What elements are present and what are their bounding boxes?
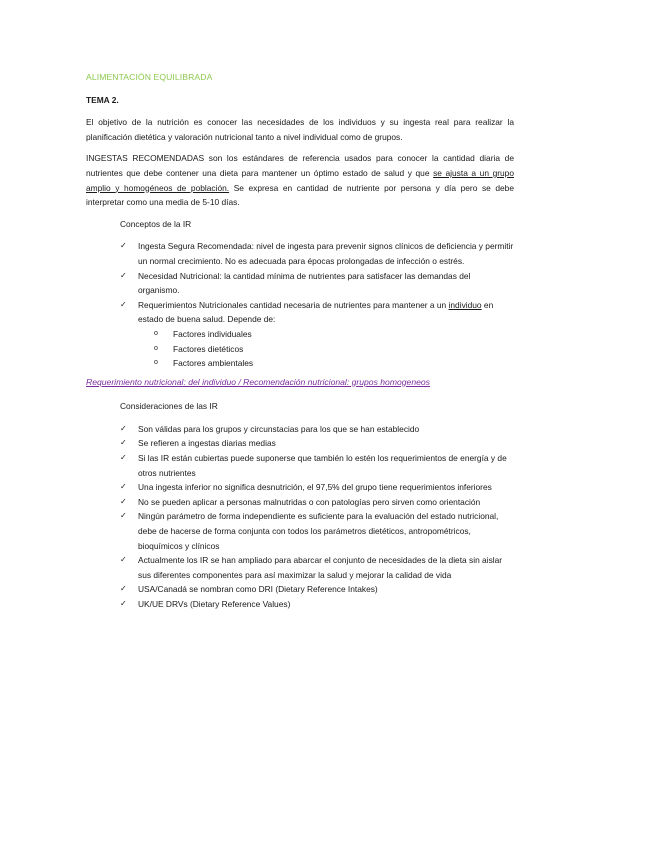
ir-paragraph-text-1: INGESTAS RECOMENDADAS son los estándares de referencia usados para conocer la cantidad diaria de nutrientes que debe contener una dieta para mantener un óptimo estado de salud y que: [86, 153, 514, 178]
requerimiento-line: Requerimiento nutricional: del individuo / Recomendación nutricional: grupos homogeneos: [86, 376, 430, 387]
document-content: [86, 70, 514, 616]
list-item: [120, 298, 514, 371]
list-item: [120, 269, 514, 298]
check-icon: ✓: [120, 438, 127, 448]
sublist-item: [154, 356, 514, 371]
list-item-text-part: Requerimientos Nutricionales cantidad necesaria de nutrientes para mantener a un: [138, 299, 449, 310]
list-item: [120, 495, 514, 510]
sublist-item: [154, 342, 514, 357]
sublist-item-text: Factores ambientales: [173, 358, 254, 369]
list-item-text: Ingesta Segura Recomendada: nivel de ingesta para prevenir signos clínicos de deficiencia y permitir un normal crecimiento. No es adecuada para épocas prolongadas de infección o estrés.: [138, 241, 514, 266]
bullet-icon: o: [154, 359, 158, 367]
ir-paragraph-text-2: Se expresa en cantidad de nutriente por persona y día pero se debe interpretar como una media de 5-10 días.: [86, 182, 514, 208]
list-item-text: Actualmente los IR se han ampliado para abarcar el conjunto de necesidades de la dieta sin aislar sus diferentes componentes para así maximizar la salud y mejorar la calidad de vida: [138, 555, 503, 580]
list-item-text: [138, 300, 493, 325]
consideraciones-heading: Consideraciones de las IR: [120, 401, 218, 412]
list-item-text-underlined: individuo: [448, 299, 482, 310]
list-item: [120, 451, 514, 480]
list-item: [120, 597, 514, 612]
list-item-text: No se pueden aplicar a personas malnutridas o con patologías pero sirven como orientación: [138, 496, 481, 507]
section-heading-tema: TEMA 2.: [86, 94, 119, 105]
list-item-text: Son válidas para los grupos y circunstacias para los que se han establecido: [138, 423, 420, 434]
list-item: [120, 509, 514, 553]
list-item-text: Una ingesta inferior no significa desnutrición, el 97,5% del grupo tiene requerimientos inferiores: [138, 482, 492, 493]
factores-sublist: [138, 327, 514, 371]
bullet-icon: o: [154, 344, 158, 352]
ir-paragraph-underlined: se ajusta a un grupo amplio y homogéneos de población.: [86, 167, 514, 193]
check-icon: ✓: [120, 453, 127, 463]
document-title: ALIMENTACIÓN EQUILIBRADA: [86, 72, 213, 82]
list-item-text: USA/Canadá se nombran como DRI (Dietary Reference Intakes): [138, 584, 378, 595]
check-icon: ✓: [120, 241, 127, 251]
check-icon: ✓: [120, 511, 127, 521]
sublist-item-text: Factores dietéticos: [173, 343, 244, 354]
ir-paragraph: [86, 151, 514, 209]
list-item-text: Ningún parámetro de forma independiente es suficiente para la evaluación del estado nutricional, debe de hacerse de forma conjunta con todos los parámetros dietéticos, antropométricos, bioquímicos y clínicos: [138, 511, 499, 551]
list-item: [120, 553, 514, 582]
list-item: [120, 239, 514, 268]
conceptos-list: [86, 239, 514, 370]
sublist-item-text: Factores individuales: [173, 328, 252, 339]
check-icon: ✓: [120, 423, 127, 433]
conceptos-heading: Conceptos de la IR: [120, 218, 192, 229]
list-item-text: Se refieren a ingestas diarias medias: [138, 438, 276, 449]
consideraciones-list: [86, 422, 514, 612]
check-icon: ✓: [120, 584, 127, 594]
list-item: [120, 582, 514, 597]
check-icon: ✓: [120, 555, 127, 565]
list-item: [120, 480, 514, 495]
intro-paragraph: El objetivo de la nutrición es conocer las necesidades de los individuos y su ingesta real para realizar la planificación dietética y valoración nutricional tanto a nivel individual como de grupos.: [86, 117, 514, 142]
list-item: [120, 422, 514, 437]
list-item-text-part: en estado de buena salud. Depende de:: [138, 299, 494, 325]
list-item-text: Necesidad Nutricional: la cantidad mínima de nutrientes para satisfacer las demandas del organismo.: [138, 270, 471, 296]
check-icon: ✓: [120, 496, 127, 506]
check-icon: ✓: [120, 270, 127, 280]
check-icon: ✓: [120, 299, 127, 309]
list-item-text: Si las IR están cubiertas puede suponerse que también lo estén los requerimientos de energía y de otros nutrientes: [138, 453, 507, 478]
list-item: [120, 436, 514, 451]
check-icon: ✓: [120, 482, 127, 492]
bullet-icon: o: [154, 329, 158, 337]
list-item-text: UK/UE DRVs (Dietary Reference Values): [138, 599, 291, 609]
check-icon: ✓: [120, 599, 127, 608]
sublist-item: [154, 327, 514, 342]
